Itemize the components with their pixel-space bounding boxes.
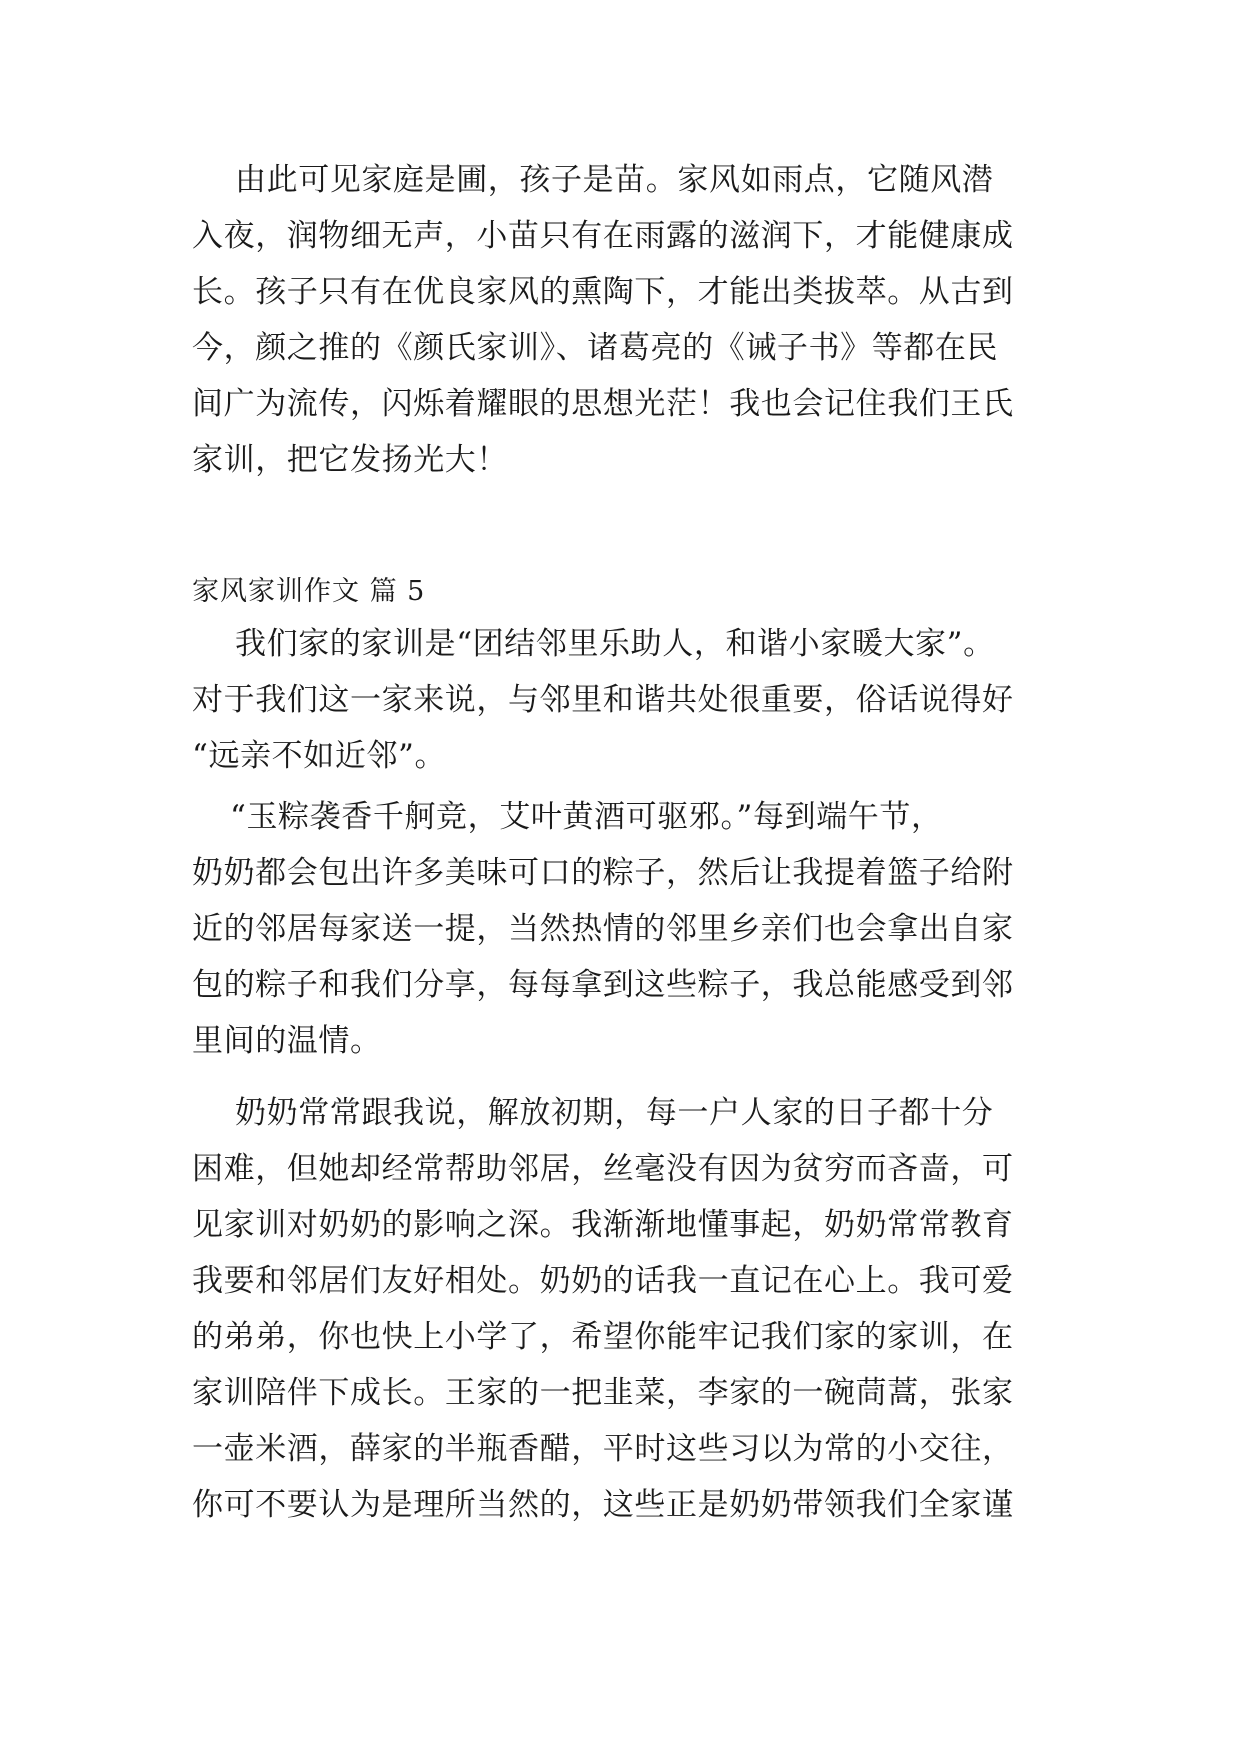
paragraph-2-line-3: “远亲不如近邻”。 (192, 738, 447, 774)
paragraph-4-line-2: 困难，但她却经常帮助邻居，丝毫没有因为贫穷而吝啬，可 (192, 1151, 1014, 1187)
paragraph-2-line-1: 我们家的家训是“团结邻里乐助人，和谐小家暖大家”。 (235, 626, 995, 662)
paragraph-3-line-3: 近的邻居每家送一提，当然热情的邻里乡亲们也会拿出自家 (192, 911, 1014, 947)
paragraph-1-line-1: 由此可见家庭是圃，孩子是苗。家风如雨点，它随风潜 (235, 162, 994, 198)
paragraph-4-line-6: 家训陪伴下成长。王家的一把韭菜，李家的一碗茼蒿，张家 (192, 1375, 1014, 1411)
paragraph-4-line-7: 一壶米酒，薛家的半瓶香醋，平时这些习以为常的小交往， (192, 1431, 1014, 1467)
paragraph-1-line-5: 间广为流传，闪烁着耀眼的思想光茫！我也会记住我们王氏 (192, 386, 1014, 422)
paragraph-4-line-1: 奶奶常常跟我说，解放初期，每一户人家的日子都十分 (235, 1095, 994, 1131)
paragraph-1-line-6: 家训，把它发扬光大！ (192, 442, 508, 478)
paragraph-4-line-4: 我要和邻居们友好相处。奶奶的话我一直记在心上。我可爱 (192, 1263, 1014, 1299)
paragraph-2-line-2: 对于我们这一家来说，与邻里和谐共处很重要，俗话说得好 (192, 682, 1014, 718)
paragraph-1-line-3: 长。孩子只有在优良家风的熏陶下，才能出类拔萃。从古到 (192, 274, 1014, 310)
paragraph-3-line-2: 奶奶都会包出许多美味可口的粽子，然后让我提着篮子给附 (192, 855, 1014, 891)
paragraph-4-line-3: 见家训对奶奶的影响之深。我渐渐地懂事起，奶奶常常教育 (192, 1207, 1014, 1243)
paragraph-4-line-8: 你可不要认为是理所当然的，这些正是奶奶带领我们全家谨 (192, 1487, 1014, 1523)
paragraph-3-line-5: 里间的温情。 (192, 1023, 382, 1059)
paragraph-1-line-4: 今，颜之推的《颜氏家训》、诸葛亮的《诫子书》等都在民 (192, 330, 999, 366)
paragraph-3-line-4: 包的粽子和我们分享，每每拿到这些粽子，我总能感受到邻 (192, 967, 1014, 1003)
paragraph-3-line-1: “玉粽袭香千舸竞，艾叶黄酒可驱邪。”每到端午节， (230, 799, 943, 835)
paragraph-1-line-2: 入夜，润物细无声，小苗只有在雨露的滋润下，才能健康成 (192, 218, 1014, 254)
section-heading: 家风家训作文 篇 5 (192, 576, 426, 607)
paragraph-4-line-5: 的弟弟，你也快上小学了，希望你能牢记我们家的家训，在 (192, 1319, 1014, 1355)
